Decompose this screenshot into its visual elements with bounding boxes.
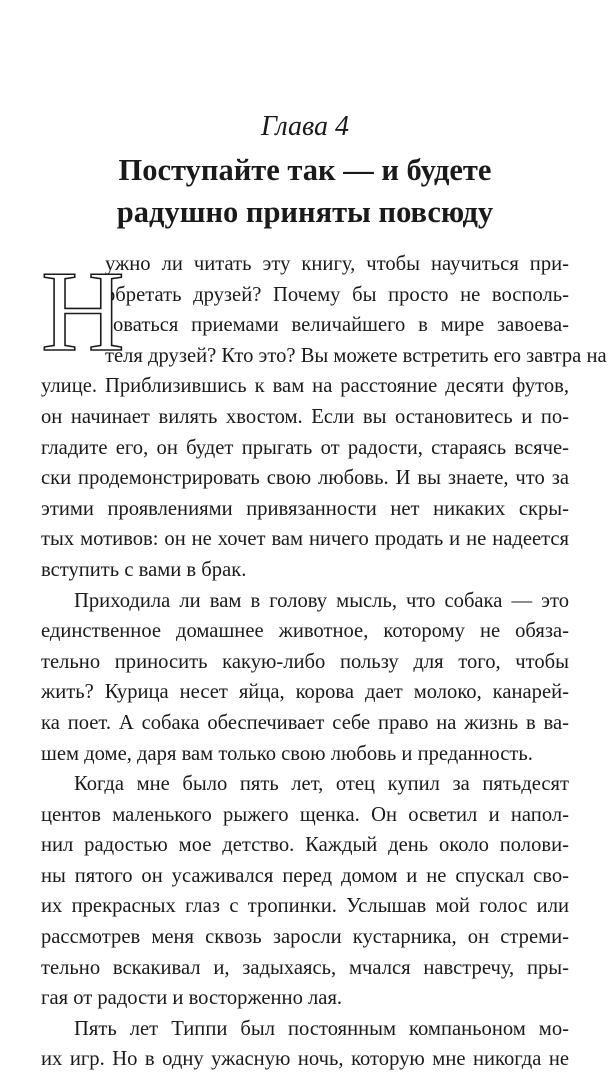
text-line: их игр. Но в одну ужасную ночь, которую мне никогда не xyxy=(41,1048,569,1071)
text-line: ски продемонстрировать свою любовь. И вы знаете, что за xyxy=(41,467,569,490)
chapter-title-line: Поступайте так — и будете xyxy=(118,153,492,187)
text-line: теля друзей? Кто это? Вы можете встретить его завтра на xyxy=(105,344,607,367)
text-line: ка поет. А собака обеспечивает себе право на жизнь в ва- xyxy=(41,711,569,734)
text-line: обретать друзей? Почему бы просто не восполь- xyxy=(105,283,569,306)
text-line: улице. Приблизившись к вам на расстояние десяти футов, xyxy=(41,375,569,398)
text-line: тельно приносить какую-либо пользу для того, чтобы xyxy=(41,650,569,673)
text-line: вступить с вами в брак. xyxy=(41,558,247,581)
paragraph xyxy=(41,586,569,770)
text-line: нил радостью мое детство. Каждый день около полови- xyxy=(41,834,569,857)
text-line: рассмотрев меня сквозь заросли кустарника, он стреми- xyxy=(41,926,569,949)
paragraph xyxy=(41,1014,569,1075)
chapter-label: Глава 4 xyxy=(261,111,349,142)
text-line: гладите его, он будет прыгать от радости, стараясь всяче- xyxy=(41,436,569,459)
text-line: Приходила ли вам в голову мысль, что собака — это xyxy=(74,589,569,612)
text-line: тельно вскакивал и, задыхаясь, мчался навстречу, пры- xyxy=(41,956,569,979)
text-line: этими проявлениями привязанности нет никаких скры- xyxy=(41,497,569,520)
text-line: жить? Курица несет яйца, корова дает молоко, канарей- xyxy=(41,681,569,704)
drop-cap-letter: Н xyxy=(41,248,125,376)
paragraph xyxy=(41,769,569,1014)
text-line: шем доме, даря вам только свою любовь и преданность. xyxy=(41,742,533,765)
body-text xyxy=(41,248,607,1075)
text-line: ужно ли читать эту книгу, чтобы научиться при- xyxy=(105,253,569,275)
text-line: он начинает вилять хвостом. Если вы остановитесь и по- xyxy=(41,405,569,428)
text-line: ны пятого он усаживался перед домом и не спускал сво- xyxy=(41,864,569,887)
chapter-title-line: радушно приняты повсюду xyxy=(116,195,494,229)
text-line: зоваться приемами величайшего в мире завоева- xyxy=(105,314,569,337)
text-line: гая от радости и восторженно лая. xyxy=(41,987,343,1010)
text-line: их прекрасных глаз с тропинки. Услышав мой голос или xyxy=(41,895,569,918)
text-line: центов маленького рыжего щенка. Он осветил и напол- xyxy=(41,803,569,826)
text-line: тых мотивов: он не хочет вам ничего продать и не надеется xyxy=(41,528,569,551)
text-line: Пять лет Типпи был постоянным компаньоном мо- xyxy=(74,1017,569,1040)
text-line: Когда мне было пять лет, отец купил за пятьдесят xyxy=(74,773,569,796)
text-line: единственное домашнее животное, которому не обяза- xyxy=(41,620,569,643)
chapter-title xyxy=(41,149,569,233)
